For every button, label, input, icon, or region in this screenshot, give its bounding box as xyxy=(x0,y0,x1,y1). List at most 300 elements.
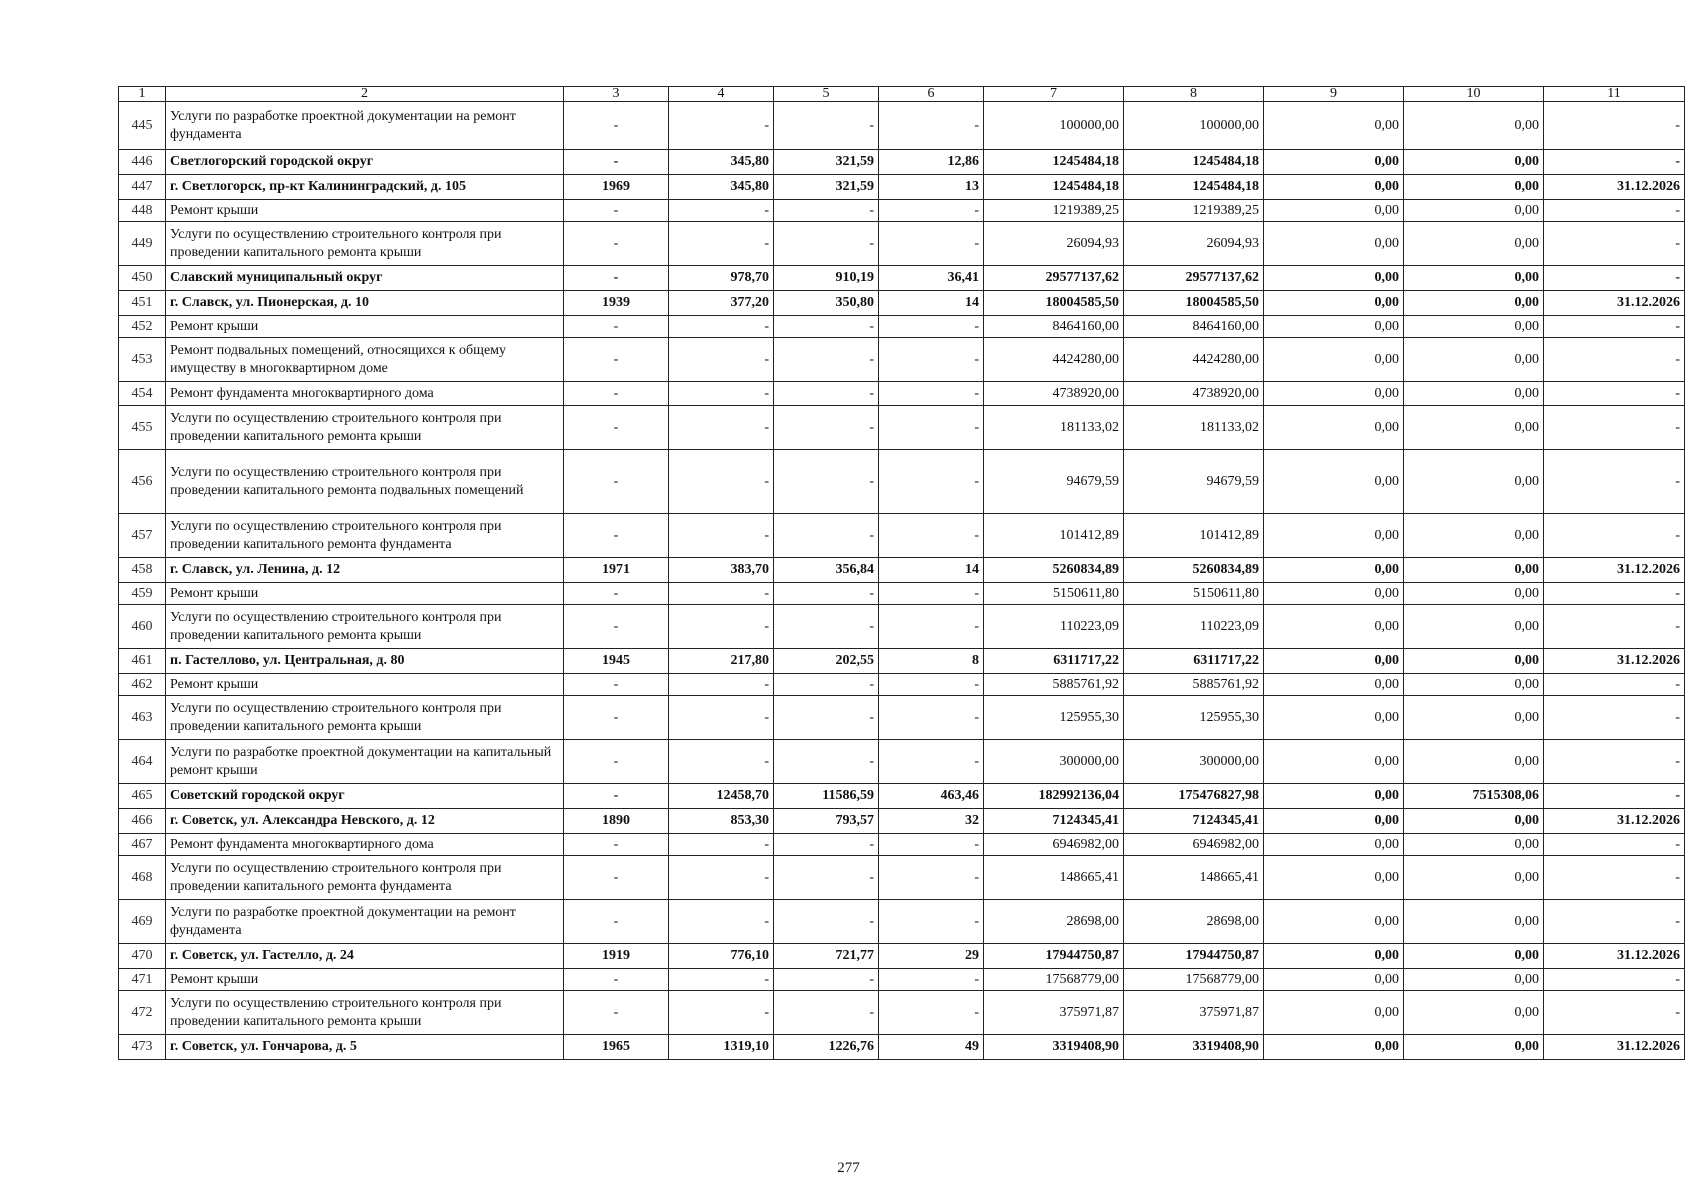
row-number: 460 xyxy=(119,605,166,649)
cost-owners-cell: 0,00 xyxy=(1404,674,1544,696)
area-total-cell: 12458,70 xyxy=(669,784,774,809)
area-living-cell: - xyxy=(774,583,879,605)
cost-budget-cell: 0,00 xyxy=(1264,102,1404,150)
row-number: 448 xyxy=(119,200,166,222)
cost-owners-cell: 0,00 xyxy=(1404,102,1544,150)
table-row xyxy=(119,338,1685,382)
table-row xyxy=(119,382,1685,406)
cost-owners-cell: 0,00 xyxy=(1404,450,1544,514)
col-header: 2 xyxy=(166,87,564,102)
table-row xyxy=(119,944,1685,969)
description-cell: Ремонт крыши xyxy=(166,674,564,696)
cost-total-cell: 28698,00 xyxy=(984,900,1124,944)
description-cell: Советский городской округ xyxy=(166,784,564,809)
residents-cell: 32 xyxy=(879,809,984,834)
table-row xyxy=(119,583,1685,605)
col-header: 11 xyxy=(1544,87,1685,102)
cost-owners-cell: 0,00 xyxy=(1404,809,1544,834)
residents-cell: - xyxy=(879,696,984,740)
cost-owners-cell: 0,00 xyxy=(1404,222,1544,266)
cost-owners-cell: 0,00 xyxy=(1404,740,1544,784)
area-living-cell: - xyxy=(774,674,879,696)
cost-total-cell: 6946982,00 xyxy=(984,834,1124,856)
year-cell: - xyxy=(564,316,669,338)
deadline-cell: - xyxy=(1544,222,1685,266)
table-row xyxy=(119,834,1685,856)
row-number: 450 xyxy=(119,266,166,291)
cost-total-cell: 8464160,00 xyxy=(984,316,1124,338)
cost-total-cell: 17944750,87 xyxy=(984,944,1124,969)
residents-cell: - xyxy=(879,222,984,266)
area-living-cell: - xyxy=(774,856,879,900)
year-cell: - xyxy=(564,991,669,1035)
row-number: 468 xyxy=(119,856,166,900)
area-living-cell: 321,59 xyxy=(774,175,879,200)
cost-fund-cell: 18004585,50 xyxy=(1124,291,1264,316)
description-cell: Услуги по разработке проектной документации на ремонт фундамента xyxy=(166,900,564,944)
cost-fund-cell: 4738920,00 xyxy=(1124,382,1264,406)
deadline-cell: - xyxy=(1544,406,1685,450)
cost-owners-cell: 0,00 xyxy=(1404,266,1544,291)
description-cell: г. Славск, ул. Пионерская, д. 10 xyxy=(166,291,564,316)
area-living-cell: - xyxy=(774,834,879,856)
description-cell: Услуги по осуществлению строительного контроля при проведении капитального ремонта крыши xyxy=(166,605,564,649)
residents-cell: 14 xyxy=(879,291,984,316)
cost-total-cell: 17568779,00 xyxy=(984,969,1124,991)
deadline-cell: - xyxy=(1544,382,1685,406)
area-total-cell: 383,70 xyxy=(669,558,774,583)
row-number: 454 xyxy=(119,382,166,406)
residents-cell: - xyxy=(879,856,984,900)
area-living-cell: - xyxy=(774,605,879,649)
area-total-cell: - xyxy=(669,991,774,1035)
cost-total-cell: 101412,89 xyxy=(984,514,1124,558)
cost-budget-cell: 0,00 xyxy=(1264,1035,1404,1060)
cost-fund-cell: 1245484,18 xyxy=(1124,150,1264,175)
cost-total-cell: 148665,41 xyxy=(984,856,1124,900)
year-cell: - xyxy=(564,856,669,900)
cost-total-cell: 1245484,18 xyxy=(984,150,1124,175)
row-number: 462 xyxy=(119,674,166,696)
cost-budget-cell: 0,00 xyxy=(1264,338,1404,382)
area-living-cell: - xyxy=(774,316,879,338)
description-cell: Услуги по осуществлению строительного контроля при проведении капитального ремонта крыши xyxy=(166,222,564,266)
residents-cell: - xyxy=(879,316,984,338)
cost-fund-cell: 3319408,90 xyxy=(1124,1035,1264,1060)
cost-owners-cell: 0,00 xyxy=(1404,558,1544,583)
col-header: 4 xyxy=(669,87,774,102)
cost-owners-cell: 0,00 xyxy=(1404,406,1544,450)
deadline-cell: - xyxy=(1544,784,1685,809)
col-header: 3 xyxy=(564,87,669,102)
cost-budget-cell: 0,00 xyxy=(1264,674,1404,696)
deadline-cell: 31.12.2026 xyxy=(1544,944,1685,969)
cost-fund-cell: 6311717,22 xyxy=(1124,649,1264,674)
area-total-cell: - xyxy=(669,514,774,558)
area-total-cell: - xyxy=(669,450,774,514)
residents-cell: - xyxy=(879,200,984,222)
table-row xyxy=(119,674,1685,696)
area-living-cell: - xyxy=(774,222,879,266)
area-total-cell: - xyxy=(669,222,774,266)
table-row xyxy=(119,900,1685,944)
area-total-cell: - xyxy=(669,834,774,856)
deadline-cell: - xyxy=(1544,834,1685,856)
deadline-cell: - xyxy=(1544,450,1685,514)
residents-cell: - xyxy=(879,406,984,450)
row-number: 467 xyxy=(119,834,166,856)
residents-cell: - xyxy=(879,450,984,514)
area-living-cell: - xyxy=(774,900,879,944)
area-total-cell: - xyxy=(669,200,774,222)
residents-cell: - xyxy=(879,674,984,696)
residents-cell: 36,41 xyxy=(879,266,984,291)
area-living-cell: - xyxy=(774,740,879,784)
cost-owners-cell: 0,00 xyxy=(1404,1035,1544,1060)
cost-budget-cell: 0,00 xyxy=(1264,450,1404,514)
deadline-cell: - xyxy=(1544,338,1685,382)
area-total-cell: 853,30 xyxy=(669,809,774,834)
row-number: 456 xyxy=(119,450,166,514)
table-row xyxy=(119,200,1685,222)
cost-owners-cell: 0,00 xyxy=(1404,991,1544,1035)
residents-cell: - xyxy=(879,382,984,406)
cost-owners-cell: 0,00 xyxy=(1404,696,1544,740)
row-number: 458 xyxy=(119,558,166,583)
residents-cell: 49 xyxy=(879,1035,984,1060)
cost-total-cell: 182992136,04 xyxy=(984,784,1124,809)
deadline-cell: - xyxy=(1544,150,1685,175)
year-cell: - xyxy=(564,222,669,266)
cost-fund-cell: 8464160,00 xyxy=(1124,316,1264,338)
residents-cell: - xyxy=(879,834,984,856)
cost-owners-cell: 0,00 xyxy=(1404,856,1544,900)
deadline-cell: - xyxy=(1544,583,1685,605)
cost-total-cell: 5260834,89 xyxy=(984,558,1124,583)
area-living-cell: - xyxy=(774,991,879,1035)
row-number: 471 xyxy=(119,969,166,991)
cost-owners-cell: 0,00 xyxy=(1404,900,1544,944)
area-total-cell: - xyxy=(669,696,774,740)
cost-budget-cell: 0,00 xyxy=(1264,291,1404,316)
cost-owners-cell: 0,00 xyxy=(1404,200,1544,222)
cost-budget-cell: 0,00 xyxy=(1264,583,1404,605)
table-row xyxy=(119,291,1685,316)
page-number: 277 xyxy=(837,1160,860,1176)
table-body xyxy=(119,87,1685,1060)
cost-total-cell: 4738920,00 xyxy=(984,382,1124,406)
cost-owners-cell: 0,00 xyxy=(1404,649,1544,674)
area-total-cell: 1319,10 xyxy=(669,1035,774,1060)
year-cell: 1890 xyxy=(564,809,669,834)
deadline-cell: - xyxy=(1544,969,1685,991)
row-number: 465 xyxy=(119,784,166,809)
cost-total-cell: 5150611,80 xyxy=(984,583,1124,605)
description-cell: г. Светлогорск, пр-кт Калининградский, д. 105 xyxy=(166,175,564,200)
description-cell: Славский муниципальный округ xyxy=(166,266,564,291)
cost-owners-cell: 0,00 xyxy=(1404,316,1544,338)
year-cell: - xyxy=(564,450,669,514)
cost-total-cell: 125955,30 xyxy=(984,696,1124,740)
year-cell: - xyxy=(564,150,669,175)
cost-budget-cell: 0,00 xyxy=(1264,150,1404,175)
area-total-cell: - xyxy=(669,382,774,406)
residents-cell: - xyxy=(879,102,984,150)
row-number: 472 xyxy=(119,991,166,1035)
row-number: 452 xyxy=(119,316,166,338)
deadline-cell: 31.12.2026 xyxy=(1544,175,1685,200)
cost-fund-cell: 6946982,00 xyxy=(1124,834,1264,856)
residents-cell: 463,46 xyxy=(879,784,984,809)
cost-budget-cell: 0,00 xyxy=(1264,649,1404,674)
table-row xyxy=(119,514,1685,558)
cost-total-cell: 26094,93 xyxy=(984,222,1124,266)
col-header: 7 xyxy=(984,87,1124,102)
cost-fund-cell: 28698,00 xyxy=(1124,900,1264,944)
year-cell: - xyxy=(564,200,669,222)
year-cell: - xyxy=(564,969,669,991)
table-row xyxy=(119,450,1685,514)
description-cell: Ремонт фундамента многоквартирного дома xyxy=(166,834,564,856)
area-total-cell: - xyxy=(669,900,774,944)
cost-budget-cell: 0,00 xyxy=(1264,175,1404,200)
area-total-cell: - xyxy=(669,856,774,900)
cost-fund-cell: 26094,93 xyxy=(1124,222,1264,266)
year-cell: - xyxy=(564,583,669,605)
area-total-cell: 776,10 xyxy=(669,944,774,969)
column-number-row xyxy=(119,87,1685,102)
deadline-cell: - xyxy=(1544,316,1685,338)
year-cell: 1939 xyxy=(564,291,669,316)
row-number: 445 xyxy=(119,102,166,150)
area-total-cell: 345,80 xyxy=(669,175,774,200)
cost-fund-cell: 17944750,87 xyxy=(1124,944,1264,969)
table-row xyxy=(119,740,1685,784)
year-cell: - xyxy=(564,102,669,150)
col-header: 9 xyxy=(1264,87,1404,102)
cost-budget-cell: 0,00 xyxy=(1264,969,1404,991)
cost-fund-cell: 7124345,41 xyxy=(1124,809,1264,834)
cost-owners-cell: 0,00 xyxy=(1404,514,1544,558)
area-total-cell: - xyxy=(669,316,774,338)
year-cell: - xyxy=(564,740,669,784)
col-header: 8 xyxy=(1124,87,1264,102)
cost-total-cell: 300000,00 xyxy=(984,740,1124,784)
cost-fund-cell: 17568779,00 xyxy=(1124,969,1264,991)
row-number: 447 xyxy=(119,175,166,200)
year-cell: - xyxy=(564,696,669,740)
year-cell: - xyxy=(564,605,669,649)
year-cell: - xyxy=(564,834,669,856)
row-number: 470 xyxy=(119,944,166,969)
description-cell: Услуги по разработке проектной документации на капитальный ремонт крыши xyxy=(166,740,564,784)
year-cell: - xyxy=(564,900,669,944)
table-row xyxy=(119,1035,1685,1060)
residents-cell: - xyxy=(879,583,984,605)
area-total-cell: - xyxy=(669,674,774,696)
row-number: 455 xyxy=(119,406,166,450)
cost-fund-cell: 94679,59 xyxy=(1124,450,1264,514)
area-living-cell: 356,84 xyxy=(774,558,879,583)
cost-fund-cell: 148665,41 xyxy=(1124,856,1264,900)
cost-total-cell: 94679,59 xyxy=(984,450,1124,514)
description-cell: Услуги по осуществлению строительного контроля при проведении капитального ремонта крыши xyxy=(166,991,564,1035)
description-cell: Услуги по осуществлению строительного контроля при проведении капитального ремонта фундамента xyxy=(166,514,564,558)
deadline-cell: 31.12.2026 xyxy=(1544,558,1685,583)
cost-budget-cell: 0,00 xyxy=(1264,856,1404,900)
area-total-cell: - xyxy=(669,102,774,150)
residents-cell: - xyxy=(879,605,984,649)
year-cell: - xyxy=(564,338,669,382)
area-total-cell: - xyxy=(669,583,774,605)
description-cell: Услуги по осуществлению строительного контроля при проведении капитального ремонта крыши xyxy=(166,406,564,450)
residents-cell: - xyxy=(879,338,984,382)
description-cell: Ремонт крыши xyxy=(166,316,564,338)
table-row xyxy=(119,809,1685,834)
deadline-cell: 31.12.2026 xyxy=(1544,1035,1685,1060)
row-number: 461 xyxy=(119,649,166,674)
area-living-cell: - xyxy=(774,406,879,450)
deadline-cell: - xyxy=(1544,674,1685,696)
area-living-cell: 202,55 xyxy=(774,649,879,674)
cost-total-cell: 7124345,41 xyxy=(984,809,1124,834)
col-header: 1 xyxy=(119,87,166,102)
residents-cell: 12,86 xyxy=(879,150,984,175)
cost-fund-cell: 375971,87 xyxy=(1124,991,1264,1035)
area-living-cell: 1226,76 xyxy=(774,1035,879,1060)
deadline-cell: - xyxy=(1544,856,1685,900)
description-cell: п. Гастеллово, ул. Центральная, д. 80 xyxy=(166,649,564,674)
table-row xyxy=(119,856,1685,900)
area-total-cell: - xyxy=(669,338,774,382)
year-cell: 1945 xyxy=(564,649,669,674)
row-number: 464 xyxy=(119,740,166,784)
deadline-cell: - xyxy=(1544,991,1685,1035)
cost-fund-cell: 300000,00 xyxy=(1124,740,1264,784)
deadline-cell: 31.12.2026 xyxy=(1544,291,1685,316)
cost-total-cell: 3319408,90 xyxy=(984,1035,1124,1060)
description-cell: Ремонт подвальных помещений, относящихся к общему имуществу в многоквартирном доме xyxy=(166,338,564,382)
cost-owners-cell: 7515308,06 xyxy=(1404,784,1544,809)
cost-total-cell: 5885761,92 xyxy=(984,674,1124,696)
cost-budget-cell: 0,00 xyxy=(1264,809,1404,834)
area-living-cell: 350,80 xyxy=(774,291,879,316)
col-header: 10 xyxy=(1404,87,1544,102)
description-cell: Светлогорский городской округ xyxy=(166,150,564,175)
table-row xyxy=(119,605,1685,649)
row-number: 457 xyxy=(119,514,166,558)
area-total-cell: 217,80 xyxy=(669,649,774,674)
cost-fund-cell: 1219389,25 xyxy=(1124,200,1264,222)
residents-cell: - xyxy=(879,514,984,558)
cost-budget-cell: 0,00 xyxy=(1264,834,1404,856)
cost-owners-cell: 0,00 xyxy=(1404,944,1544,969)
cost-fund-cell: 5150611,80 xyxy=(1124,583,1264,605)
cost-fund-cell: 5260834,89 xyxy=(1124,558,1264,583)
row-number: 469 xyxy=(119,900,166,944)
data-table xyxy=(118,86,1685,1060)
deadline-cell: - xyxy=(1544,102,1685,150)
area-total-cell: - xyxy=(669,406,774,450)
table-row xyxy=(119,150,1685,175)
cost-budget-cell: 0,00 xyxy=(1264,991,1404,1035)
deadline-cell: - xyxy=(1544,200,1685,222)
area-living-cell: - xyxy=(774,969,879,991)
deadline-cell: 31.12.2026 xyxy=(1544,809,1685,834)
deadline-cell: - xyxy=(1544,605,1685,649)
cost-fund-cell: 5885761,92 xyxy=(1124,674,1264,696)
table-row xyxy=(119,222,1685,266)
cost-owners-cell: 0,00 xyxy=(1404,150,1544,175)
area-living-cell: - xyxy=(774,514,879,558)
cost-budget-cell: 0,00 xyxy=(1264,558,1404,583)
description-cell: Ремонт фундамента многоквартирного дома xyxy=(166,382,564,406)
area-living-cell: 793,57 xyxy=(774,809,879,834)
year-cell: 1971 xyxy=(564,558,669,583)
cost-owners-cell: 0,00 xyxy=(1404,583,1544,605)
cost-fund-cell: 29577137,62 xyxy=(1124,266,1264,291)
cost-budget-cell: 0,00 xyxy=(1264,200,1404,222)
table-row xyxy=(119,558,1685,583)
table-row xyxy=(119,175,1685,200)
residents-cell: - xyxy=(879,991,984,1035)
description-cell: Ремонт крыши xyxy=(166,200,564,222)
cost-owners-cell: 0,00 xyxy=(1404,382,1544,406)
cost-budget-cell: 0,00 xyxy=(1264,514,1404,558)
residents-cell: 14 xyxy=(879,558,984,583)
cost-owners-cell: 0,00 xyxy=(1404,291,1544,316)
area-total-cell: - xyxy=(669,969,774,991)
description-cell: Услуги по разработке проектной документации на ремонт фундамента xyxy=(166,102,564,150)
description-cell: Услуги по осуществлению строительного контроля при проведении капитального ремонта крыши xyxy=(166,696,564,740)
deadline-cell: 31.12.2026 xyxy=(1544,649,1685,674)
cost-owners-cell: 0,00 xyxy=(1404,834,1544,856)
cost-fund-cell: 4424280,00 xyxy=(1124,338,1264,382)
area-living-cell: - xyxy=(774,200,879,222)
row-number: 466 xyxy=(119,809,166,834)
year-cell: - xyxy=(564,382,669,406)
row-number: 459 xyxy=(119,583,166,605)
table-row xyxy=(119,969,1685,991)
year-cell: 1919 xyxy=(564,944,669,969)
cost-owners-cell: 0,00 xyxy=(1404,338,1544,382)
cost-total-cell: 4424280,00 xyxy=(984,338,1124,382)
area-living-cell: 721,77 xyxy=(774,944,879,969)
area-total-cell: 345,80 xyxy=(669,150,774,175)
row-number: 473 xyxy=(119,1035,166,1060)
description-cell: г. Советск, ул. Гастелло, д. 24 xyxy=(166,944,564,969)
cost-fund-cell: 101412,89 xyxy=(1124,514,1264,558)
deadline-cell: - xyxy=(1544,900,1685,944)
description-cell: Услуги по осуществлению строительного контроля при проведении капитального ремонта подвальных помещений xyxy=(166,450,564,514)
table-row xyxy=(119,406,1685,450)
residents-cell: - xyxy=(879,740,984,784)
area-total-cell: 377,20 xyxy=(669,291,774,316)
deadline-cell: - xyxy=(1544,514,1685,558)
cost-budget-cell: 0,00 xyxy=(1264,944,1404,969)
cost-budget-cell: 0,00 xyxy=(1264,266,1404,291)
year-cell: 1965 xyxy=(564,1035,669,1060)
cost-fund-cell: 175476827,98 xyxy=(1124,784,1264,809)
residents-cell: 29 xyxy=(879,944,984,969)
table-row xyxy=(119,316,1685,338)
area-total-cell: - xyxy=(669,740,774,784)
cost-total-cell: 110223,09 xyxy=(984,605,1124,649)
year-cell: - xyxy=(564,784,669,809)
area-living-cell: - xyxy=(774,338,879,382)
year-cell: - xyxy=(564,406,669,450)
cost-fund-cell: 181133,02 xyxy=(1124,406,1264,450)
